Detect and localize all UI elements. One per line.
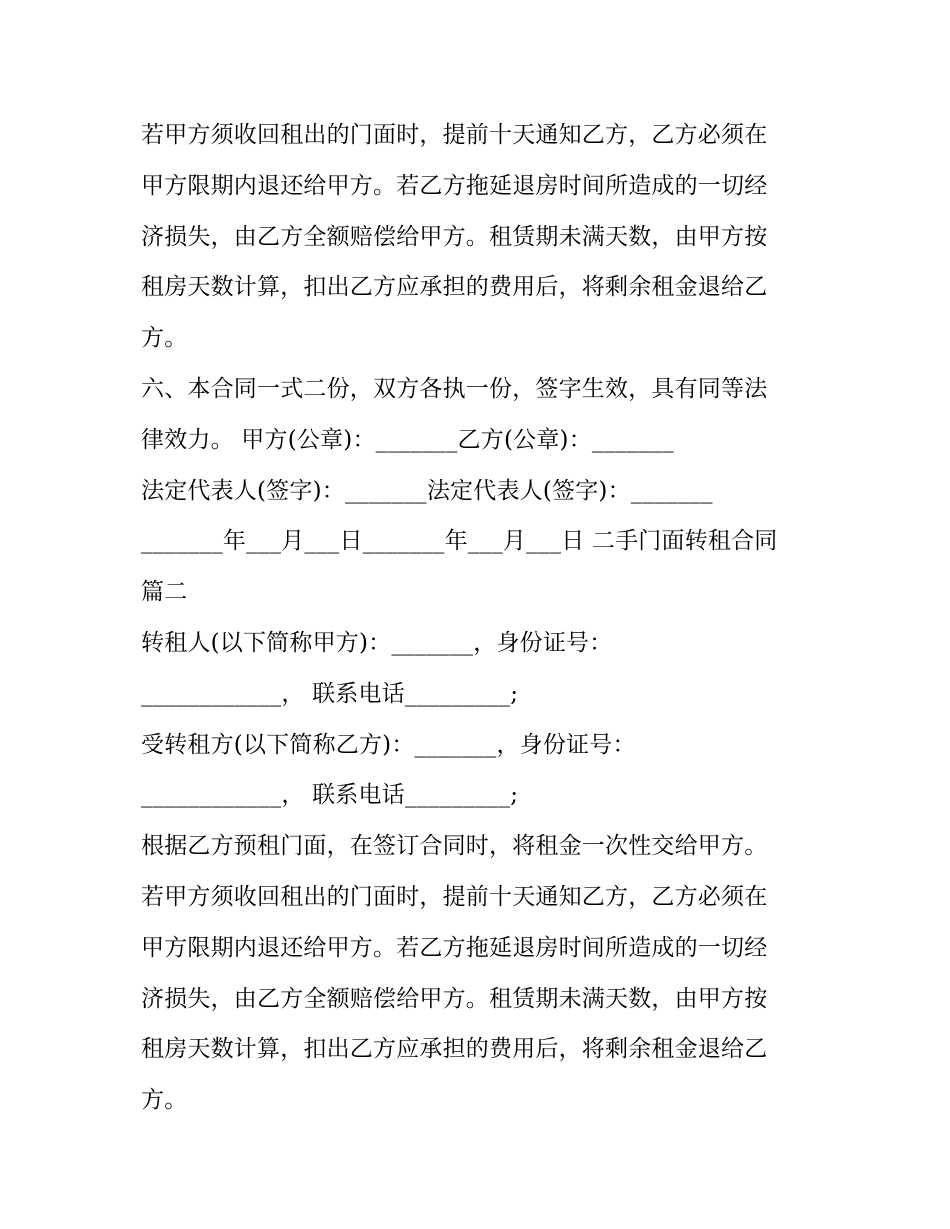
text-line: 转租人(以下简称甲方)：_______，身份证号： (141, 629, 613, 656)
text-line: 方。 (141, 1087, 188, 1114)
text-line: 受转租方(以下简称乙方)：_______，身份证号： (141, 731, 636, 758)
text-line: 租房天数计算，扣出乙方应承担的费用后，将剩余租金退给乙 (141, 1036, 768, 1063)
text-line: 法定代表人(签字)：_______法定代表人(签字)：_______ (141, 477, 713, 504)
document-body (141, 110, 821, 1126)
text-line: ____________， 联系电话_________; (141, 680, 519, 707)
text-line: 方。 (141, 325, 188, 352)
text-line: 根据乙方预租门面，在签订合同时，将租金一次性交给甲方。 (141, 833, 768, 860)
text-line: 济损失，由乙方全额赔偿给甲方。租赁期未满天数，由甲方按 (141, 223, 768, 250)
text-line: 甲方限期内退还给甲方。若乙方拖延退房时间所造成的一切经 (141, 172, 768, 199)
text-line: 若甲方须收回租出的门面时，提前十天通知乙方，乙方必须在 (141, 122, 768, 148)
text-line: ____________， 联系电话_________; (141, 782, 519, 809)
text-line: _______年___月___日_______年___月___日 二手门面转租合同 (141, 528, 778, 555)
text-line: 律效力。 甲方(公章)：_______乙方(公章)：_______ (141, 426, 674, 453)
text-line: 若甲方须收回租出的门面时，提前十天通知乙方，乙方必须在 (141, 883, 768, 910)
text-line: 济损失，由乙方全额赔偿给甲方。租赁期未满天数，由甲方按 (141, 985, 768, 1012)
section-heading: 篇二 (141, 579, 188, 606)
text-line: 六、本合同一式二份，双方各执一份，签字生效，具有同等法 (141, 375, 768, 402)
text-line: 租房天数计算，扣出乙方应承担的费用后，将剩余租金退给乙 (141, 274, 768, 301)
text-line: 甲方限期内退还给甲方。若乙方拖延退房时间所造成的一切经 (141, 934, 768, 961)
